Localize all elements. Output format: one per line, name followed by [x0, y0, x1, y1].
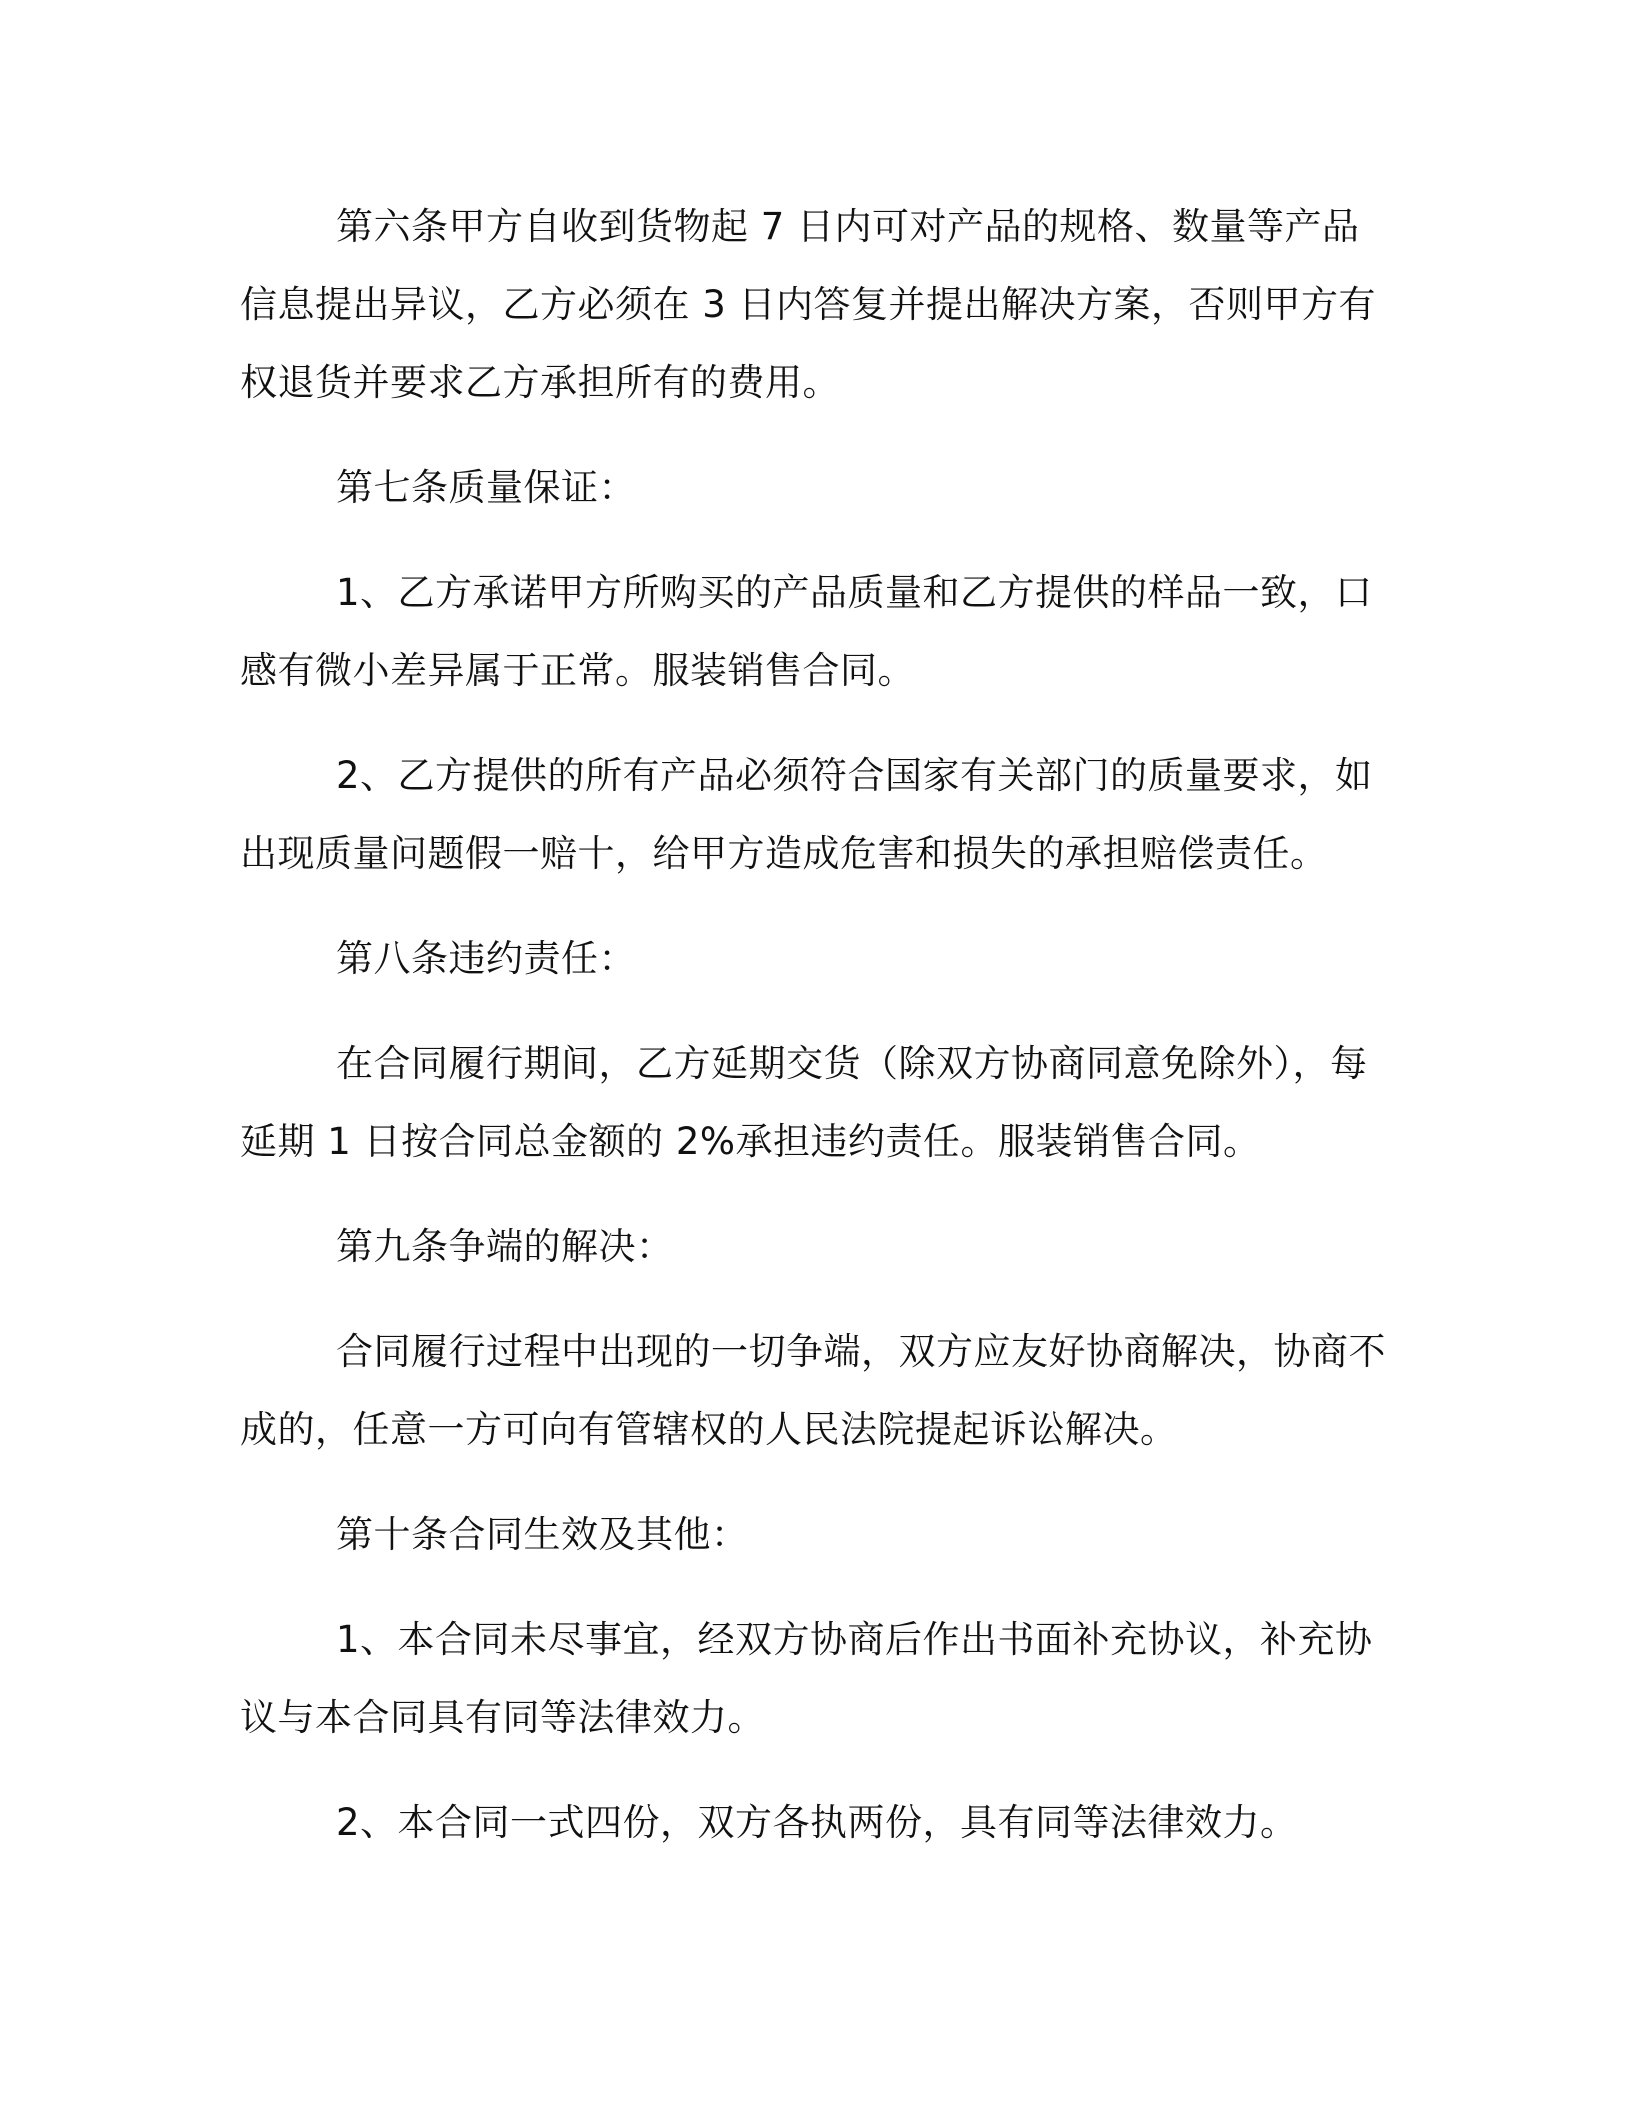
clause-9-paragraph: 合同履行过程中出现的一切争端，双方应友好协商解决，协商不成的，任意一方可向有管辖权的人民法院提起诉讼解决。: [240, 1330, 1386, 1451]
clause-10-item-1: 1、本合同未尽事宜，经双方协商后作出书面补充协议，补充协议与本合同具有同等法律效力。: [240, 1618, 1373, 1739]
clause-6-paragraph: 第六条甲方自收到货物起 7 日内可对产品的规格、数量等产品信息提出异议，乙方必须在 3 日内答复并提出解决方案，否则甲方有权退货并要求乙方承担所有的费用。: [240, 205, 1377, 404]
clause-7-heading: 第七条质量保证：: [336, 466, 636, 509]
clause-8-heading: 第八条违约责任：: [336, 937, 636, 980]
clause-9-heading: 第九条争端的解决：: [336, 1225, 674, 1268]
document-body: [240, 188, 1390, 1862]
clause-8-paragraph: 在合同履行期间，乙方延期交货（除双方协商同意免除外），每延期 1 日按合同总金额的 2%承担违约责任。服装销售合同。: [240, 1042, 1368, 1163]
clause-7-item-2: 2、乙方提供的所有产品必须符合国家有关部门的质量要求，如出现质量问题假一赔十，给甲方造成危害和损失的承担赔偿责任。: [240, 754, 1373, 875]
clause-7-item-1: 1、乙方承诺甲方所购买的产品质量和乙方提供的样品一致，口感有微小差异属于正常。服装销售合同。: [240, 571, 1373, 692]
clause-10-heading: 第十条合同生效及其他：: [336, 1513, 749, 1556]
clause-10-item-2: 2、本合同一式四份，双方各执两份，具有同等法律效力。: [336, 1801, 1298, 1844]
